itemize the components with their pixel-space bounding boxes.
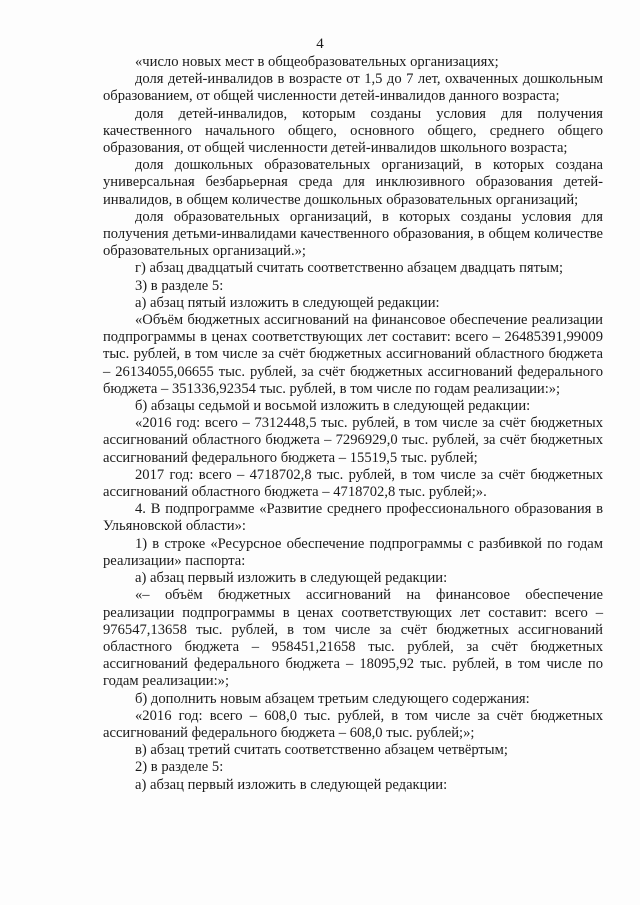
paragraph: в) абзац третий считать соответственно абзацем четвёртым;	[135, 742, 508, 759]
paragraph: доля образовательных организаций, в которых созданы условия для получения детьми-инвалидами качественного образования, в общем количестве образовательных организаций.»;	[103, 208, 603, 260]
paragraph: 3) в разделе 5:	[135, 277, 224, 294]
paragraph: б) абзацы седьмой и восьмой изложить в следующей редакции:	[135, 398, 531, 415]
paragraph: 4. В подпрограмме «Развитие среднего профессионального образования в Ульяновской области»:	[103, 501, 603, 535]
paragraph: доля дошкольных образовательных организаций, в которых создана универсальная безбарьерная среда для инклюзивного образования детей-инвалидов, в общем количестве дошкольных образовательных организаций;	[103, 157, 603, 208]
paragraph: «число новых мест в общеобразовательных организациях;	[135, 54, 499, 70]
page-number: 4	[316, 36, 324, 52]
paragraph: а) абзац пятый изложить в следующей редакции:	[135, 294, 440, 311]
paragraph: 2) в разделе 5:	[135, 759, 224, 776]
paragraph: а) абзац первый изложить в следующей редакции:	[135, 776, 448, 793]
paragraph: «2016 год: всего – 608,0 тыс. рублей, в том числе за счёт бюджетных ассигнований федерального бюджета – 608,0 тыс. рублей;»;	[103, 707, 603, 741]
document-body	[103, 54, 603, 794]
paragraph: «– объём бюджетных ассигнований на финансовое обеспечение реализации подпрограммы в ценах соответствующих лет составит: всего – 976547,13658 тыс. рублей, в том числе за счёт бюджетных ассигнований областного бюджета – 958451,21658 тыс. рублей, за счёт бюджетных ассигнований федерального бюджета – 18095,92 тыс. рублей, в том числе по годам реализации:»;	[103, 587, 603, 690]
paragraph: «2016 год: всего – 7312448,5 тыс. рублей, в том числе за счёт бюджетных ассигнований областного бюджета – 7296929,0 тыс. рублей, за счёт бюджетных ассигнований федерального бюджета – 15519,5 тыс. рублей;	[103, 415, 603, 466]
paragraph: доля детей-инвалидов, которым созданы условия для получения качественного начального общего, основного общего, среднего общего образования, от общей численности детей-инвалидов школьного возраста;	[103, 105, 603, 157]
paragraph: б) дополнить новым абзацем третьим следующего содержания:	[135, 690, 530, 707]
paragraph: доля детей-инвалидов в возрасте от 1,5 до 7 лет, охваченных дошкольным образованием, от общей численности детей-инвалидов данного возраста;	[103, 71, 603, 105]
paragraph: г) абзац двадцатый считать соответственно абзацем двадцать пятым;	[135, 260, 564, 277]
paragraph: а) абзац первый изложить в следующей редакции:	[135, 570, 448, 587]
paragraph: 1) в строке «Ресурсное обеспечение подпрограммы с разбивкой по годам реализации» паспорта:	[103, 535, 603, 569]
paragraph: «Объём бюджетных ассигнований на финансовое обеспечение реализации подпрограммы в ценах соответствующих лет составит: всего – 26485391,99009 тыс. рублей, в том числе за счёт бюджетных ассигнований областного бюджета – 26134055,06655 тыс. рублей, за счёт бюджетных ассигнований федерального бюджета – 351336,92354 тыс. рублей, в том числе по годам реализации:»;	[103, 312, 603, 397]
paragraph: 2017 год: всего – 4718702,8 тыс. рублей, в том числе за счёт бюджетных ассигнований областного бюджета – 4718702,8 тыс. рублей;».	[103, 466, 603, 501]
